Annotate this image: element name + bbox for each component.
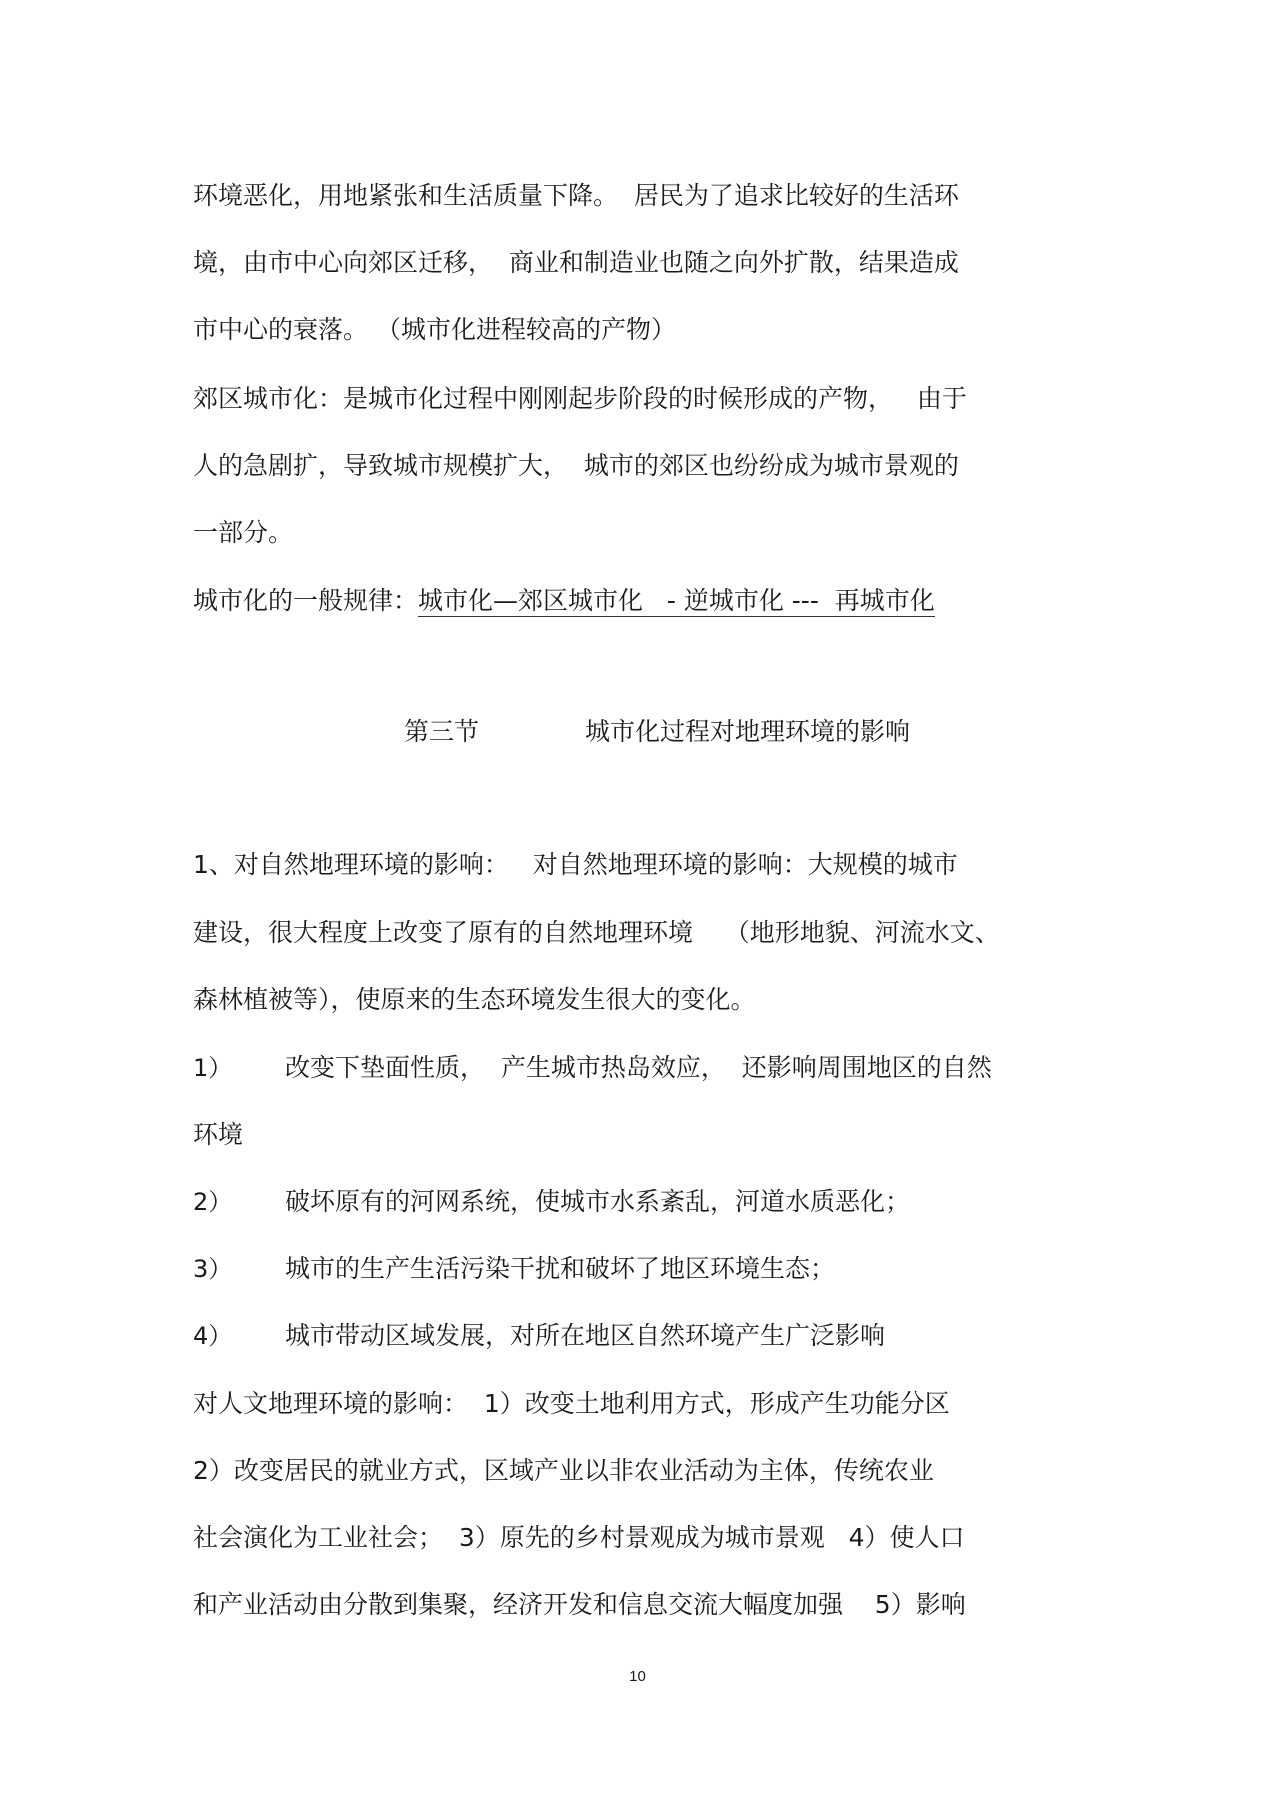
paragraph-line: 2）改变居民的就业方式，区域产业以非农业活动为主体，传统农业 bbox=[193, 1456, 934, 1485]
item-text: 城市带动区域发展，对所在地区自然环境产生广泛影响 bbox=[285, 1321, 886, 1350]
paragraph-line: 郊区城市化：是城市化过程中刚刚起步阶段的时候形成的产物， 由于 bbox=[193, 384, 967, 413]
paragraph-line: 对人文地理环境的影响： 1）改变土地利用方式，形成产生功能分区 bbox=[193, 1389, 950, 1418]
item-continuation: 环境 bbox=[193, 1120, 244, 1149]
rule-label: 城市化的一般规律： bbox=[193, 586, 419, 615]
item-number: 4） bbox=[193, 1322, 233, 1350]
paragraph-line: 社会演化为工业社会； 3）原先的乡村景观成为城市景观 4）使人口 bbox=[193, 1523, 965, 1552]
section-number: 第三节 bbox=[404, 717, 480, 746]
rule-sequence: 城市化—郊区城市化 - 逆城市化 --- 再城市化 bbox=[418, 586, 935, 615]
page-number: 10 bbox=[629, 1668, 646, 1685]
item-text: 改变下垫面性质， 产生城市热岛效应， 还影响周围地区的自然 bbox=[285, 1053, 992, 1082]
item-number: 1） bbox=[193, 1054, 233, 1082]
section-title: 城市化过程对地理环境的影响 bbox=[585, 717, 911, 746]
paragraph-line: 1、对自然地理环境的影响： 对自然地理环境的影响：大规模的城市 bbox=[193, 850, 958, 879]
paragraph-line: 森林植被等），使原来的生态环境发生很大的变化。 bbox=[193, 985, 756, 1014]
paragraph-line: 和产业活动由分散到集聚，经济开发和信息交流大幅度加强 5）影响 bbox=[193, 1590, 966, 1619]
paragraph-line: 市中心的衰落。 （城市化进程较高的产物） bbox=[193, 315, 676, 344]
item-number: 2） bbox=[193, 1188, 233, 1216]
paragraph-line: 一部分。 bbox=[193, 518, 294, 547]
paragraph-line: 环境恶化，用地紧张和生活质量下降。 居民为了追求比较好的生活环 bbox=[193, 181, 959, 210]
paragraph-line: 境，由市中心向郊区迁移， 商业和制造业也随之向外扩散，结果造成 bbox=[193, 248, 959, 277]
urbanization-rule bbox=[193, 586, 935, 616]
paragraph-line: 建设，很大程度上改变了原有的自然地理环境 （地形地貌、河流水文、 bbox=[193, 918, 1000, 947]
item-text: 城市的生产生活污染干扰和破坏了地区环境生态； bbox=[285, 1254, 836, 1283]
paragraph-line: 人的急剧扩，导致城市规模扩大， 城市的郊区也纷纷成为城市景观的 bbox=[193, 451, 959, 480]
item-number: 3） bbox=[193, 1255, 233, 1283]
item-text: 破坏原有的河网系统，使城市水系紊乱，河道水质恶化； bbox=[285, 1187, 911, 1216]
